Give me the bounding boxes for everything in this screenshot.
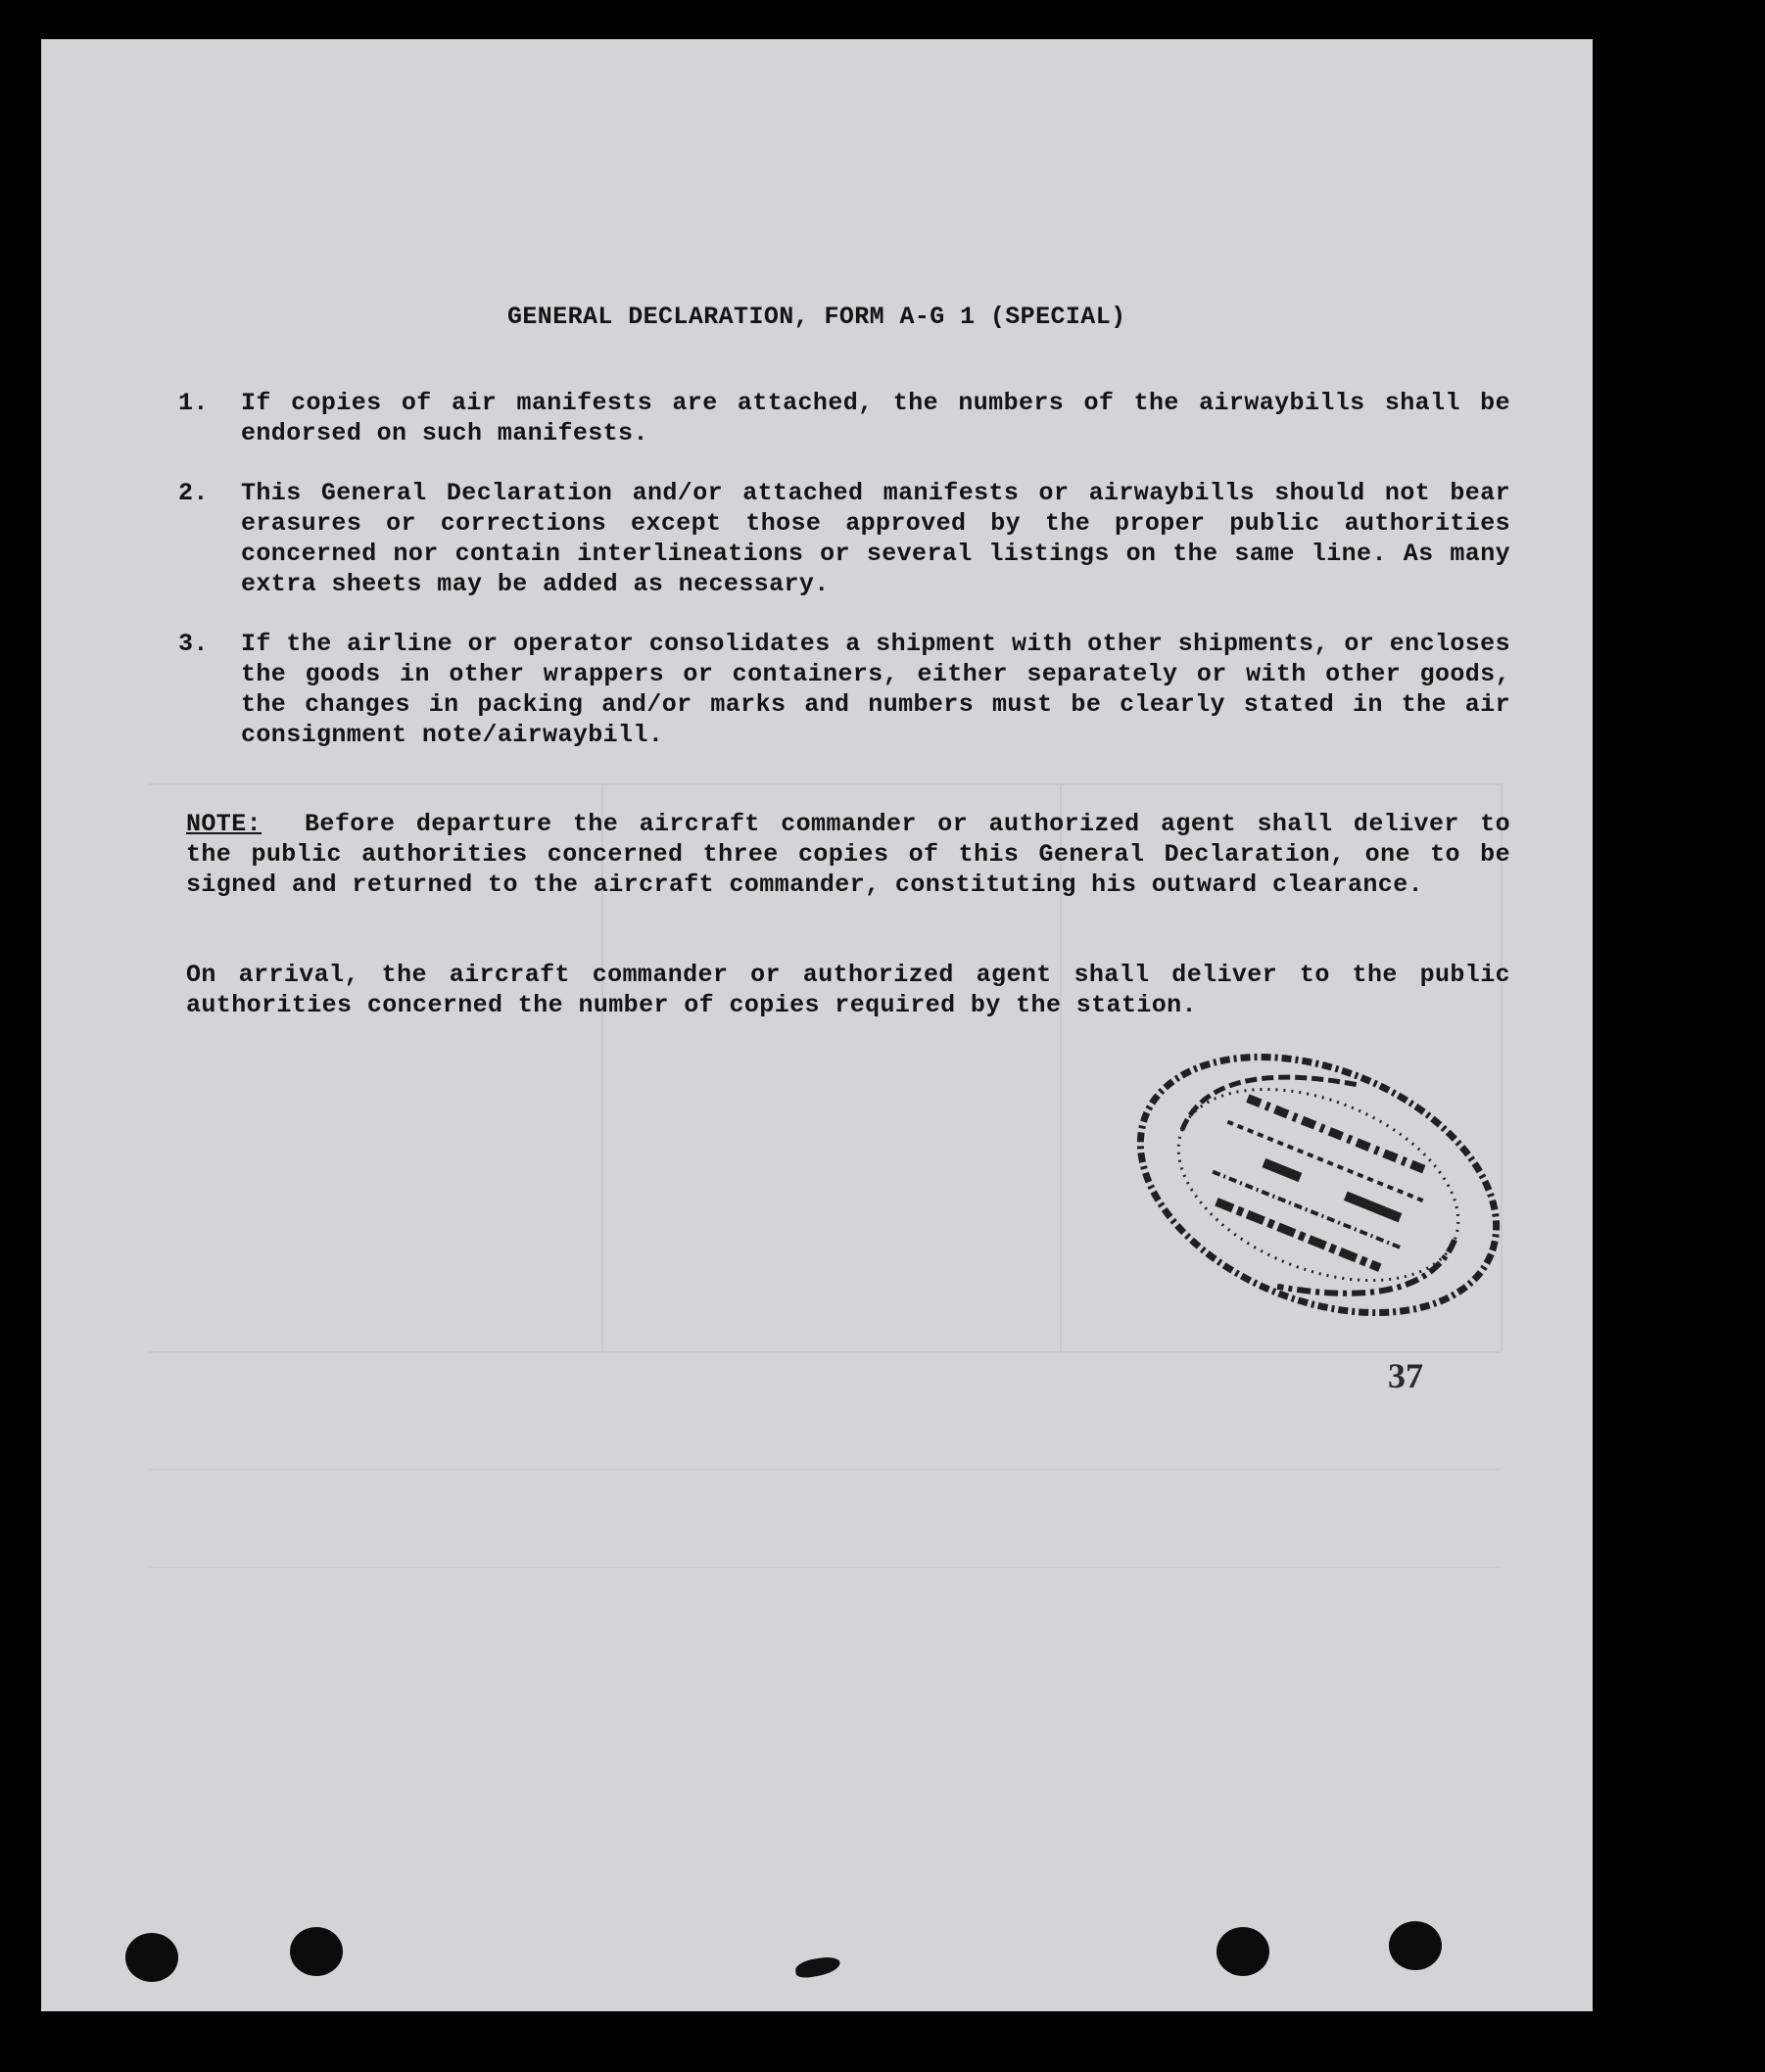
item-text: If the airline or operator consolidates a shipment with other shipments, or encloses the goods in other wrappers or containers, either separately or with other goods, the changes in packing and/or marks and numbers must be clearly stated in the air consignment note/airwaybill. — [241, 630, 1510, 749]
instruction-item-1 — [178, 388, 1510, 448]
note-paragraph — [186, 809, 1510, 900]
document-page — [41, 39, 1593, 2011]
bleed-through-rule — [149, 1351, 1501, 1353]
note-label: NOTE: — [186, 810, 262, 838]
ink-smudge — [794, 1955, 841, 1979]
item-number: 1. — [178, 389, 209, 417]
punch-hole — [1389, 1921, 1442, 1970]
instruction-item-2 — [178, 478, 1510, 599]
punch-hole — [125, 1933, 178, 1982]
bleed-through-rule — [149, 1567, 1501, 1568]
bleed-through-heading — [501, 1767, 525, 1830]
page-number: 37 — [1388, 1356, 1423, 1395]
item-number: 2. — [178, 479, 209, 507]
note-text: Before departure the aircraft commander or authorized agent shall deliver to the public authorities concerned three copies of this General Declaration, one to be signed and returned to the aircraft commander, constituting his outward clearance. — [186, 810, 1510, 899]
item-text: If copies of air manifests are attached, the numbers of the airwaybills shall be endorsed on such manifests. — [241, 389, 1510, 447]
item-text: This General Declaration and/or attached manifests or airwaybills should not bear erasures or corrections except those approved by the proper public authorities concerned nor contain interlineations or several listings on the same line. As many extra sheets may be added as necessary. — [241, 479, 1510, 598]
circular-stamp-icon — [1113, 1038, 1524, 1332]
bleed-through-rule — [149, 783, 1501, 785]
bleed-through-rule — [149, 1469, 1501, 1470]
instruction-item-3 — [178, 629, 1510, 750]
item-number: 3. — [178, 630, 209, 658]
punch-hole — [290, 1927, 343, 1976]
document-title: GENERAL DECLARATION, FORM A-G 1 (SPECIAL) — [507, 303, 1126, 331]
arrival-paragraph: On arrival, the aircraft commander or authorized agent shall deliver to the public authorities concerned the number of copies required by the station. — [186, 961, 1510, 1019]
punch-hole — [1216, 1927, 1269, 1976]
